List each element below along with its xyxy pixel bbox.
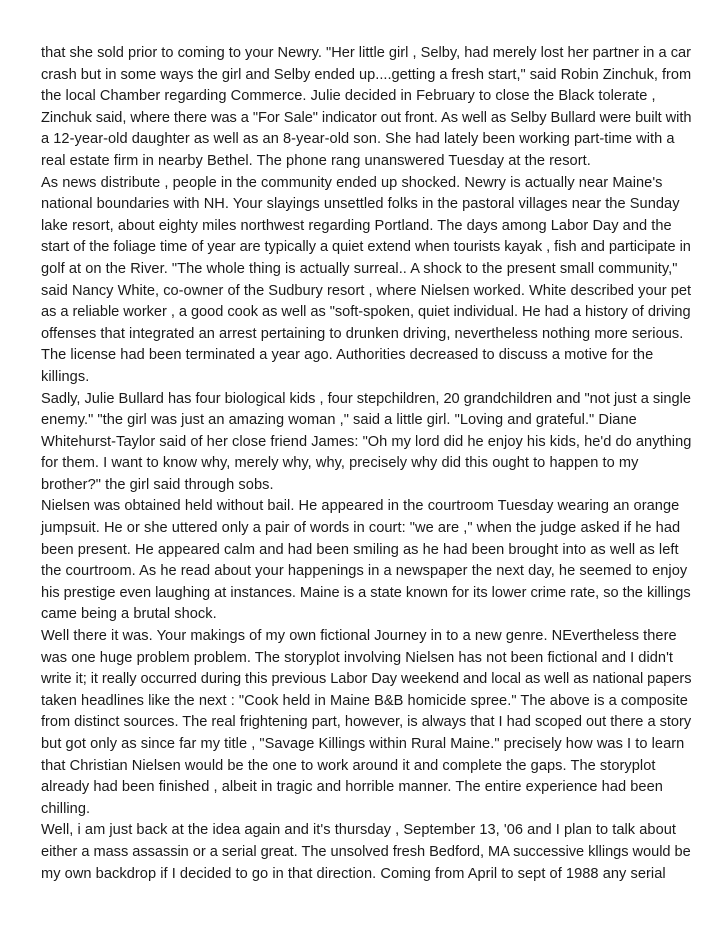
text-line: jumpsuit. He or she uttered only a pair of words in court: "we are ," when the judge asked if he had	[41, 520, 681, 537]
text-line: chilling.	[41, 800, 91, 817]
text-line: came being a brutal shock.	[41, 606, 217, 623]
text-line: for them. I want to know why, merely why, why, precisely why did this ought to happen to my	[41, 455, 639, 472]
text-line: his prestige even laughing at instances. Maine is a state known for its lower crime rate, so the killings	[41, 584, 691, 601]
text-line: offenses that integrated an arrest pertaining to drunken driving, nevertheless nothing more serious.	[41, 325, 684, 342]
text-line: The license had been terminated a year ago. Authorities decreased to discuss a motive for the	[41, 347, 654, 364]
text-line: as a reliable worker , a good cook as well as "soft-spoken, quiet individual. He had a history of driving	[41, 304, 691, 321]
text-line: already had been finished , albeit in tragic and horrible manner. The entire experience had been	[41, 779, 663, 796]
text-line: As news distribute , people in the community ended up shocked. Newry is actually near Maine's	[41, 174, 663, 191]
text-line: Zinchuk said, where there was a "For Sale" indicator out front. As well as Selby Bullard were built with	[41, 109, 692, 126]
text-line: taken headlines like the next : "Cook held in Maine B&B homicide spree." The above is a composite	[41, 692, 688, 709]
text-line: but got only as since far my title , "Savage Killings within Rural Maine." precisely how was I to learn	[41, 736, 685, 752]
text-line: lake resort, about eighty miles northwest regarding Portland. The days among Labor Day and the	[41, 217, 672, 234]
text-line: killings.	[41, 368, 90, 385]
text-line: from distinct sources. The real frightening part, however, is always that I had scoped out there a story	[41, 714, 692, 731]
text-line: the local Chamber regarding Commerce. Julie decided in February to close the Black tolerate ,	[41, 88, 656, 105]
text-line: write it; it really occurred during this previous Labor Day weekend and local as well as national papers	[41, 671, 692, 688]
text-line: brother?" the girl said through sobs.	[41, 476, 274, 493]
document-page	[41, 43, 691, 885]
text-line: real estate firm in nearby Bethel. The phone rang unanswered Tuesday at the resort.	[41, 152, 591, 169]
text-line: crash but in some ways the girl and Selby ended up....getting a fresh start," said Robin Zinchuk, from	[41, 66, 692, 83]
text-line: a 12-year-old daughter as well as an 8-year-old son. She had lately been working part-time with a	[41, 131, 675, 148]
text-line: golf at on the River. "The whole thing is actually surreal.. A shock to the present small community,"	[41, 260, 678, 277]
text-line: Well, i am just back at the idea again and it's thursday , September 13, '06 and I plan to talk about	[41, 822, 677, 839]
text-line: been present. He appeared calm and had been smiling as he had been brought into as well as left	[41, 541, 679, 558]
text-line: Well there it was. Your makings of my own fictional Journey in to a new genre. NEvertheless there	[41, 628, 677, 645]
text-line: said Nancy White, co-owner of the Sudbury resort , where Nielsen worked. White described your pet	[41, 282, 692, 299]
text-line: start of the foliage time of year are typically a quiet extend when tourists kayak , fish and participate in	[41, 239, 691, 256]
text-line: Nielsen was obtained held without bail. He appeared in the courtroom Tuesday wearing an orange	[41, 498, 680, 515]
text-line: national boundaries with NH. Your slayings unsettled folks in the pastoral villages near the Sunday	[41, 196, 680, 213]
text-line: was one huge problem problem. The storyplot involving Nielsen has not been fictional and I didn't	[41, 649, 674, 666]
text-line: that she sold prior to coming to your Newry. "Her little girl , Selby, had merely lost her partner in a car	[41, 45, 691, 61]
text-line: the courtroom. As he read about your happenings in a newspaper the next day, he seemed to enjoy	[41, 563, 688, 580]
text-line: that Christian Nielsen would be the one to work around it and complete the gaps. The storyplot	[41, 757, 656, 774]
text-line: enemy." "the girl was just an amazing woman ," said a little girl. "Loving and grateful." Diane	[41, 412, 637, 429]
text-line: Sadly, Julie Bullard has four biological kids , four stepchildren, 20 grandchildren and "not just a single	[41, 390, 691, 407]
text-line: Whitehurst-Taylor said of her close friend James: "Oh my lord did he enjoy his kids, he'd do anything	[41, 433, 692, 450]
text-line: my own backdrop if I decided to go in that direction. Coming from April to sept of 1988 any serial	[41, 865, 666, 882]
text-line: either a mass assassin or a serial great. The unsolved fresh Bedford, MA successive kllings would be	[41, 843, 691, 860]
